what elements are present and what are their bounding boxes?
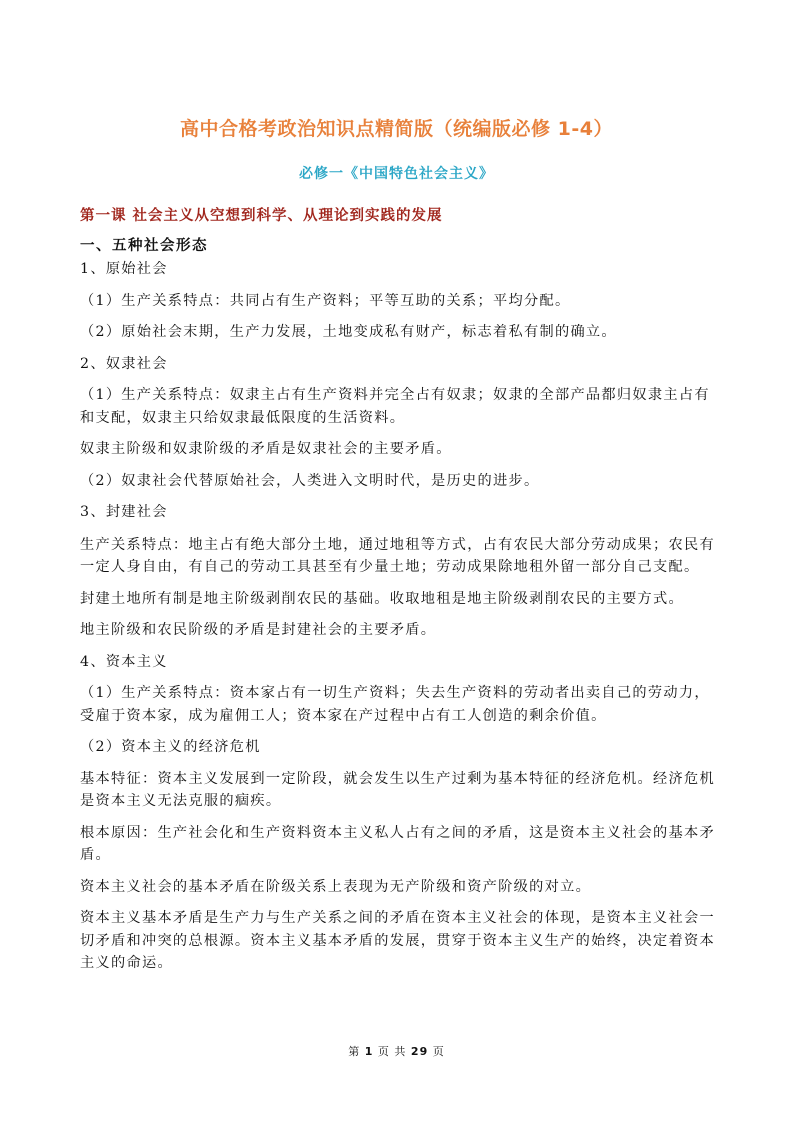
paragraph: 生产关系特点：地主占有绝大部分土地，通过地租等方式，占有农民大部分劳动成果；农民有一定人身自由，有自己的劳动工具甚至有少量土地；劳动成果除地租外留一部分自己支配。 (80, 536, 715, 575)
paragraph-heading-capitalism: 4、资本主义 (80, 653, 168, 670)
paragraph: 基本特征：资本主义发展到一定阶段，就会发生以生产过剩为基本特征的经济危机。经济危机是资本主义无法克服的痼疾。 (80, 770, 715, 809)
paragraph: （2）奴隶社会代替原始社会，人类进入文明时代，是历史的进步。 (80, 472, 540, 489)
paragraph: （2）原始社会末期，生产力发展，土地变成私有财产，标志着私有制的确立。 (80, 324, 617, 340)
paragraph: 封建土地所有制是地主阶级剥削农民的基础。收取地租是地主阶级剥削农民的主要方式。 (80, 590, 685, 607)
footer-total-pages: 29 (410, 1045, 429, 1058)
paragraph: （2）资本主义的经济危机 (80, 739, 261, 755)
paragraph: （1）生产关系特点：奴隶主占有生产资料并完全占有奴隶；奴隶的全部产品都归奴隶主占有和支配，奴隶主只给奴隶最低限度的生活资料。 (80, 387, 710, 426)
document-subtitle: 必修一《中国特色社会主义》 (299, 166, 494, 182)
paragraph: 奴隶主阶级和奴隶阶级的矛盾是奴隶社会的主要矛盾。 (80, 441, 452, 457)
footer-suffix: 页 (432, 1045, 445, 1058)
document-title: 高中合格考政治知识点精简版（统编版必修 1-4） (180, 118, 613, 140)
paragraph-heading-feudal: 3、封建社会 (80, 504, 168, 520)
lesson-heading: 第一课 社会主义从空想到科学、从理论到实践的发展 (80, 208, 443, 224)
page-footer (0, 1043, 793, 1059)
section-heading: 一、五种社会形态 (80, 238, 208, 254)
paragraph: （1）生产关系特点：共同占有生产资料；平等互助的关系；平均分配。 (80, 292, 571, 309)
footer-middle: 页 共 (377, 1045, 407, 1058)
paragraph-heading-slavery: 2、奴隶社会 (80, 355, 168, 372)
paragraph: 根本原因：生产社会化和生产资料资本主义私人占有之间的矛盾，这是资本主义社会的基本矛盾。 (80, 824, 715, 863)
paragraph: （1）生产关系特点：资本家占有一切生产资料；失去生产资料的劳动者出卖自己的劳动力，受雇于资本家，成为雇佣工人；资本家在产过程中占有工人创造的剩余价值。 (80, 685, 710, 724)
document-body (80, 258, 716, 975)
footer-prefix: 第 (348, 1045, 361, 1058)
paragraph: 资本主义基本矛盾是生产力与生产关系之间的矛盾在资本主义社会的体现，是资本主义社会一切矛盾和冲突的总根源。资本主义基本矛盾的发展，贯穿于资本主义生产的始终，决定着资本主义的命运。 (80, 910, 715, 971)
footer-page-number: 1 (364, 1045, 374, 1058)
paragraph-heading-primitive: 1、原始社会 (80, 261, 168, 277)
paragraph: 资本主义社会的基本矛盾在阶级关系上表现为无产阶级和资产阶级的对立。 (80, 878, 592, 895)
paragraph: 地主阶级和农民阶级的矛盾是封建社会的主要矛盾。 (80, 622, 437, 638)
